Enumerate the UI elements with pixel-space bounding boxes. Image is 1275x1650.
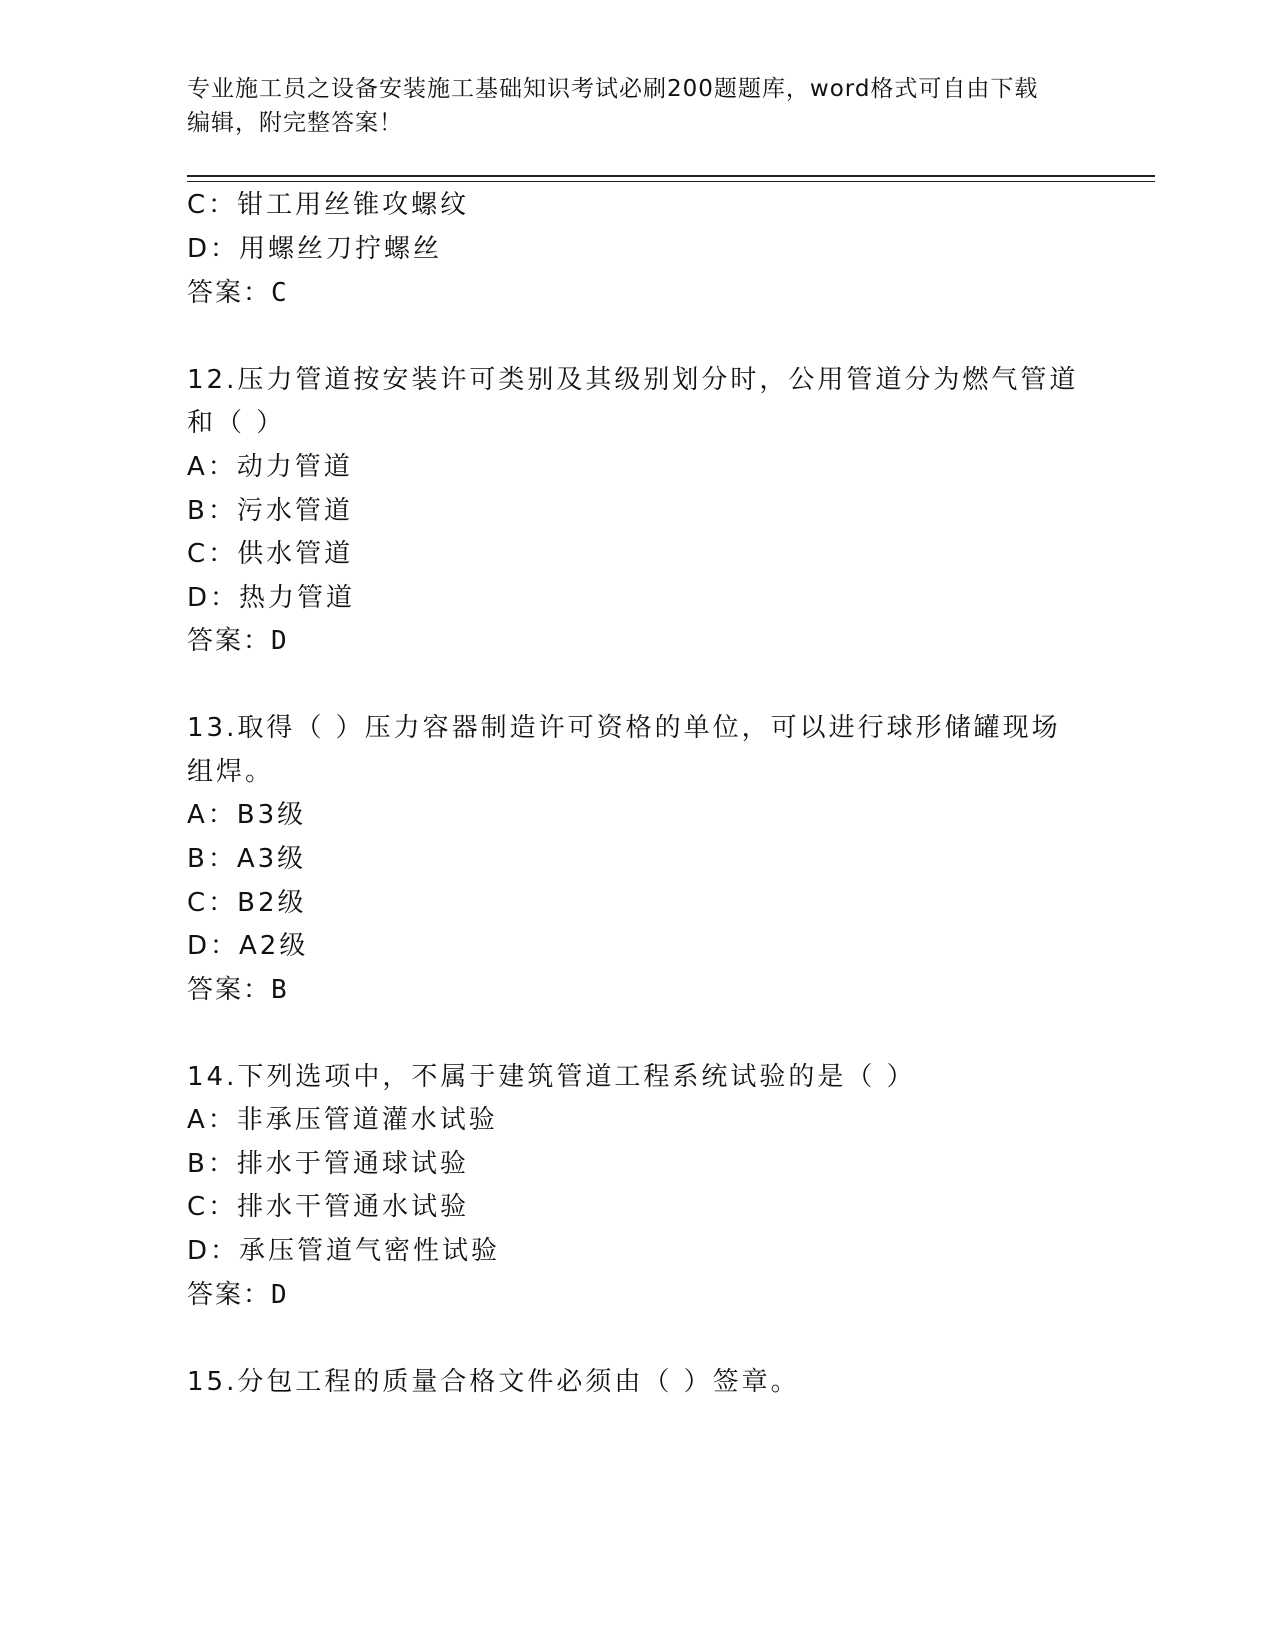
q13-stem-line-2: 组焊。 — [187, 757, 275, 787]
q13-answer — [187, 973, 289, 1007]
answer-label: 答案： — [187, 278, 272, 308]
q14-option-d: D：承压管道气密性试验 — [187, 1236, 501, 1266]
q12-stem-line-1: 12.压力管道按安装许可类别及其级别划分时，公用管道分为燃气管道 — [187, 365, 1079, 395]
answer-value: B — [271, 975, 289, 1005]
q15-stem-line-1: 15.分包工程的质量合格文件必须由（ ）签章。 — [187, 1367, 800, 1397]
q14-answer — [187, 1278, 289, 1312]
header-divider-thick — [187, 175, 1155, 177]
q12-option-c: C：供水管道 — [187, 539, 354, 569]
q14-stem-line-1: 14.下列选项中，不属于建筑管道工程系统试验的是（ ） — [187, 1062, 916, 1092]
q13-option-c: C：B2级 — [187, 888, 307, 918]
answer-value: D — [271, 626, 289, 656]
q12-answer — [187, 624, 289, 658]
q13-option-a: A：B3级 — [187, 800, 307, 830]
q12-option-b: B：污水管道 — [187, 496, 353, 526]
q11-answer — [187, 276, 289, 310]
q14-option-b: B：排水于管通球试验 — [187, 1149, 469, 1179]
q14-option-c: C：排水干管通水试验 — [187, 1192, 470, 1222]
header-title-line-1: 专业施工员之设备安装施工基础知识考试必刷200题题库，word格式可自由下载 — [187, 76, 1039, 102]
q13-stem-line-1: 13.取得（ ）压力容器制造许可资格的单位，可以进行球形储罐现场 — [187, 713, 1061, 743]
answer-label: 答案： — [187, 626, 272, 656]
header-title-line-2: 编辑，附完整答案！ — [187, 110, 403, 136]
q12-option-a: A：动力管道 — [187, 452, 353, 482]
q12-option-d: D：热力管道 — [187, 583, 356, 613]
document-header — [187, 72, 1067, 140]
q13-option-b: B：A3级 — [187, 844, 307, 874]
header-divider-thin — [187, 181, 1155, 182]
answer-label: 答案： — [187, 975, 272, 1005]
q12-stem-line-2: 和（ ） — [187, 408, 286, 438]
q11-option-d: D：用螺丝刀拧螺丝 — [187, 234, 443, 264]
q13-option-d: D：A2级 — [187, 931, 309, 961]
answer-value: D — [271, 1280, 289, 1310]
answer-value: C — [271, 278, 289, 308]
q11-option-c: C：钳工用丝锥攻螺纹 — [187, 190, 470, 220]
q14-option-a: A：非承压管道灌水试验 — [187, 1105, 498, 1135]
answer-label: 答案： — [187, 1280, 272, 1310]
